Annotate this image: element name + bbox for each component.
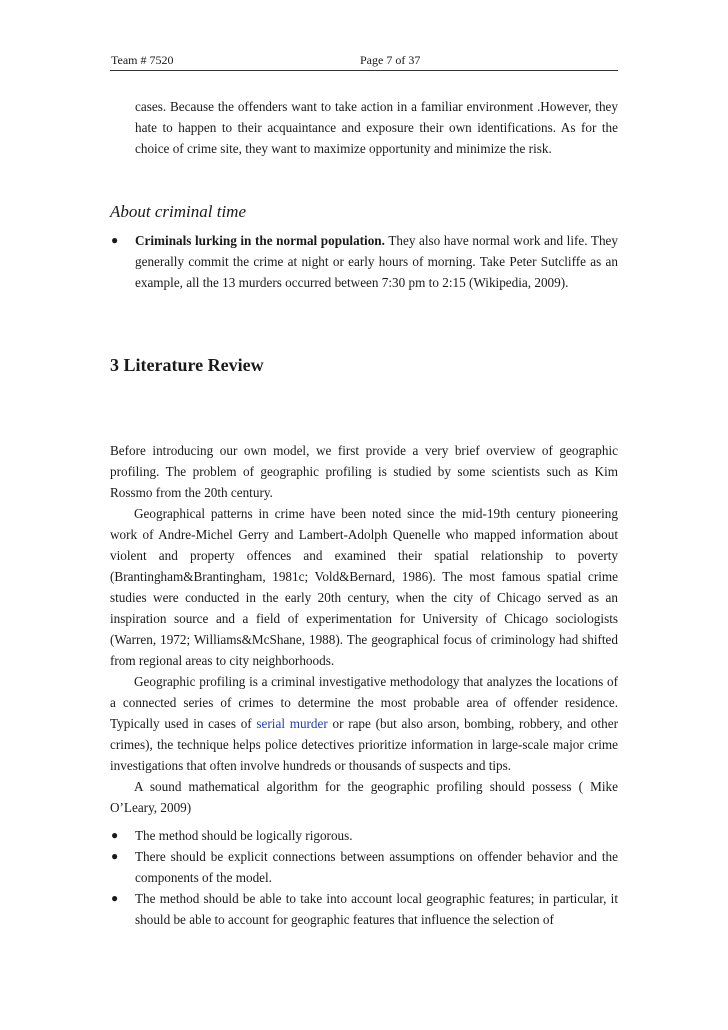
requirement-2: [135, 846, 618, 888]
intro-continuation-text: cases. Because the offenders want to take action in a familiar environment .However, they hate to happen to their acquaintance and exposure their own identifications. As for the choice of crime site, they want to maximize opportunity and minimize the risk.: [135, 99, 618, 156]
intro-continuation: [135, 96, 618, 159]
page-number: Page 7 of 37: [360, 53, 421, 67]
paragraph-1: Before introducing our own model, we first provide a very brief overview of geographic profiling. The problem of geographic profiling is studied by some scientists such as Kim Rossmo from the 20th century.: [110, 443, 618, 500]
requirement-1-text: The method should be logically rigorous.: [135, 828, 353, 843]
team-number: Team # 7520: [111, 53, 174, 67]
paragraph-2: Geographical patterns in crime have been noted since the mid-19th century pioneering work of Andre-Michel Gerry and Lambert-Adolph Quenelle who mapped information about violent and property offences and examined their spatial relationship to poverty (Brantingham&Brantingham, 1981c; Vold&Bernard, 1986). The most famous spatial crime studies were conducted in the early 20th century, when the city of Chicago served as an inspiration source and a field of experimentation for University of Chicago sociologists (Warren, 1972; Williams&McShane, 1988). The geographical focus of criminology had shifted from regional areas to city neighborhoods.: [110, 506, 618, 668]
requirement-1: [135, 825, 618, 846]
page-header: [110, 52, 618, 71]
requirement-3-text: The method should be able to take into account local geographic features; in particular, it should be able to account for geographic features that influence the selection of: [135, 891, 618, 927]
bullet-icon: ●: [111, 828, 119, 842]
serial-murder-link[interactable]: serial murder: [256, 716, 328, 731]
section-heading: 3 Literature Review: [110, 355, 264, 375]
bullet-icon: ●: [111, 891, 119, 905]
paragraph-3-before: Geographic profiling is a criminal investigative methodology that analyzes the locations of a connected series of crimes to determine the most probable area of offender residence. Typically used in cases of: [110, 674, 618, 731]
bullet-bold-lead: Criminals lurking in the normal population.: [135, 233, 385, 248]
paragraph-3-after: or rape (but also arson, bombing, robbery, and other crimes), the technique helps police detectives prioritize information in large-scale major crime investigations that often involve hundreds or thousands of suspects and tips.: [110, 716, 618, 773]
requirement-3: [135, 888, 618, 930]
bullet-body: They also have normal work and life. They generally commit the crime at night or early hours of morning. Take Peter Sutcliffe as an example, all the 13 murders occurred between 7:30 pm to 2:15 (Wikipedia, 2009).: [135, 233, 618, 290]
bullet-icon: ●: [111, 849, 119, 863]
criminal-time-bullet: [135, 230, 618, 293]
bullet-icon: ●: [111, 233, 119, 247]
paragraph-3: [110, 671, 618, 776]
literature-review-body: [110, 440, 618, 818]
paragraph-4: A sound mathematical algorithm for the geographic profiling should possess ( Mike O’Leary, 2009): [110, 779, 618, 815]
requirement-2-text: There should be explicit connections between assumptions on offender behavior and the components of the model.: [135, 849, 618, 885]
criminal-time-heading: About criminal time: [110, 202, 246, 221]
